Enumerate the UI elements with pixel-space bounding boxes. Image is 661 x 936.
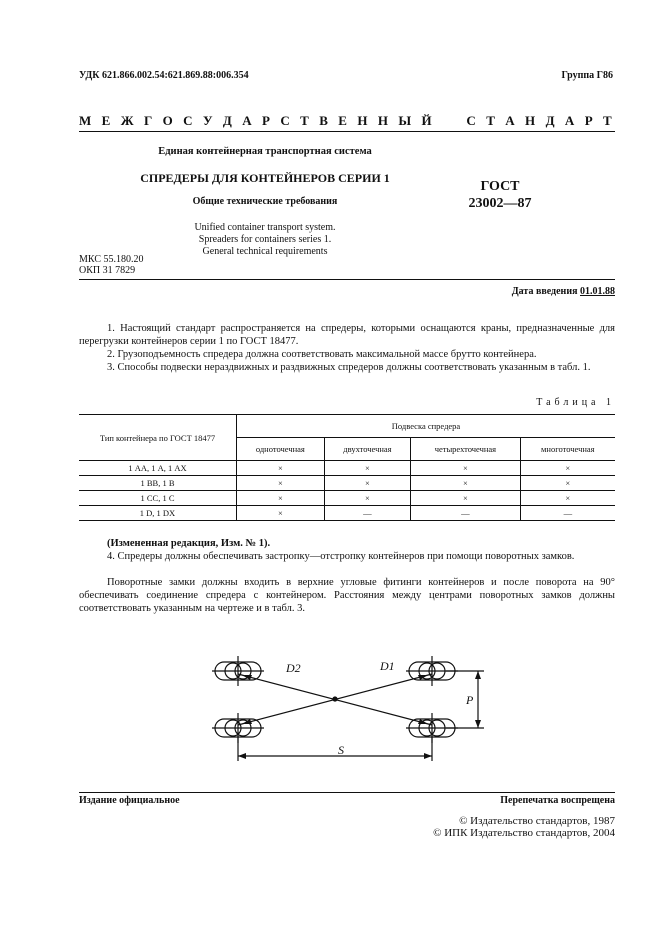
codes-rule [79,279,615,280]
label-p: P [466,693,474,707]
label-s: S [338,743,344,757]
table-row [79,491,615,506]
table-header-type: Тип контейнера по ГОСТ 18477 [79,415,237,461]
heading-letter: Е [101,113,111,128]
table-header-suspension: Подвеска спредера [237,415,616,438]
table-row [79,506,615,521]
mks-code: МКС 55.180.20 [79,254,144,265]
english-title-line: Spreaders for containers series 1. [198,234,332,245]
english-title-line: Unified container transport system. [194,222,336,233]
gost-value: 23002—87 [468,196,532,211]
heading-letter: С [466,113,476,128]
heading-letter: Г [143,113,153,128]
heading-letter: Д [545,113,555,128]
table-cell: × [324,461,410,476]
table-cell: × [411,476,520,491]
classification-codes [79,254,143,276]
heading-letter: Ж [120,113,134,128]
table-row [79,476,615,491]
table-cell: × [411,491,520,506]
paragraph-4: 4. Спредеры должны обеспечивать застропку—отстропку контейнеров при помощи поворотных замков. [107,551,575,562]
heading-letter: Ы [398,113,412,128]
table-cell: × [411,461,520,476]
heading-letter: Н [525,113,536,128]
interstate-standard-heading [79,113,612,129]
table-cell: — [324,506,410,521]
table-cell: × [520,476,615,491]
paragraph-1: 1. Настоящий стандарт распространяется на спредеры, которыми оснащаются краны, предназначенные для перегрузки контейнеров серии 1 по ГОСТ 18477. [79,323,615,347]
table-cell: × [237,491,325,506]
system-title: Единая контейнерная транспортная система [158,146,372,157]
table-cell: — [411,506,520,521]
table-subheader: двухточечная [324,438,410,461]
table-cell-type: 1 АА, 1 А, 1 АХ [79,461,237,476]
table-subheader: четырехточечная [411,438,520,461]
document-subtitle: Общие технические требования [192,196,338,207]
heading-letter: А [242,113,252,128]
heading-letter: С [183,113,193,128]
table-cell-type: 1 СС, 1 С [79,491,237,506]
paragraph-5: Поворотные замки должны входить в верхние угловые фитинги контейнеров и после поворота на 90° обеспечивать соединение спредера с контейнером. Расстояния между центрами поворотных замков должны соответствовать указанным на чертеже и в табл. 3. [79,577,615,614]
gost-label: ГОСТ [480,179,520,194]
twistlock-distance-drawing [200,624,490,764]
english-title-line: General technical requirements [202,246,328,257]
top-rule [79,131,615,132]
heading-letter: О [162,113,173,128]
table-cell: × [237,506,325,521]
table-subheader: многоточечная [520,438,615,461]
heading-letter: Т [603,113,612,128]
copyright-line: © ИПК Издательство стандартов, 2004 [433,827,615,839]
table-cell: × [520,491,615,506]
heading-letter: Е [338,113,347,128]
table-cell: × [237,476,325,491]
table-row [79,461,615,476]
heading-gap [442,113,456,129]
gost-number [455,178,545,212]
reprint-prohibited: Перепечатка воспрещена [500,795,615,806]
twistlock-symbol [212,656,264,686]
footer-rule [79,792,615,793]
table-cell-type: 1 D, 1 DX [79,506,237,521]
table-cell: × [324,491,410,506]
heading-letter: Т [300,113,309,128]
table-subheader: одноточечная [237,438,325,461]
heading-letter: Д [222,113,232,128]
date-value: 01.01.88 [580,286,615,297]
group-code: Группа Г86 [561,70,613,81]
udk-code: УДК 621.866.002.54:621.869.88:006.354 [79,70,249,81]
label-d2: D2 [286,661,301,675]
heading-letter: А [505,113,515,128]
okp-code: ОКП 31 7829 [79,265,136,276]
document-title: СПРЕДЕРЫ ДЛЯ КОНТЕЙНЕРОВ СЕРИИ 1 [140,171,390,185]
label-d1: D1 [380,659,395,673]
heading-letter: У [202,113,213,128]
copyright-line: © Издательство стандартов, 1987 [459,815,615,827]
introduction-date [512,286,615,297]
heading-letter: Р [584,113,593,128]
copyright [433,815,615,839]
date-label: Дата введения [511,286,578,297]
heading-letter: А [564,113,575,128]
heading-letter: С [280,113,290,128]
table-cell: × [324,476,410,491]
table-cell: × [520,461,615,476]
paragraph-2: 2. Грузоподъемность спредера должна соответствовать максимальной массе брутто контейнера. [107,349,537,360]
english-title [130,222,400,258]
paragraph-3: 3. Способы подвески нераздвижных и раздвижных спредеров должны соответствовать указанным в табл. 1. [107,362,591,373]
table-cell: — [520,506,615,521]
heading-letter: Т [486,113,495,128]
official-edition: Издание официальное [79,795,180,806]
heading-letter: М [79,113,92,128]
heading-letter: Р [262,113,270,128]
table-cell-type: 1 ВВ, 1 В [79,476,237,491]
heading-letter: Н [377,113,388,128]
table-cell: × [237,461,325,476]
suspension-table [79,414,615,521]
heading-letter: Й [421,113,432,128]
heading-letter: Н [357,113,368,128]
table-caption: Таблица 1 [536,397,615,408]
amendment-note: (Измененная редакция, Изм. № 1). [107,538,271,549]
heading-letter: В [319,113,328,128]
